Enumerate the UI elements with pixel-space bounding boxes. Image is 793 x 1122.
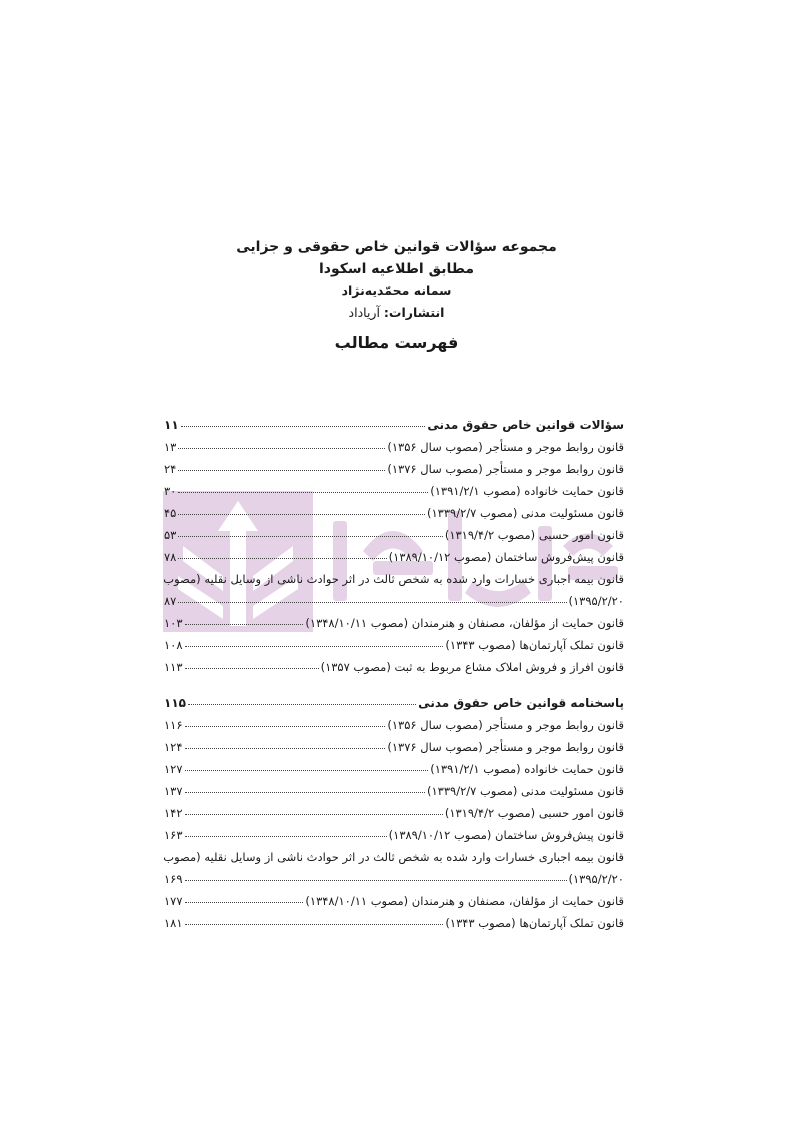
toc-leader xyxy=(185,770,429,771)
toc-label: قانون حمایت از مؤلفان، مصنفان و هنرمندان (مصوب ۱۳۴۸/۱۰/۱۱) xyxy=(305,616,624,630)
toc-title: فهرست مطالب xyxy=(334,333,459,352)
toc-leader xyxy=(188,704,416,705)
toc-page-number: ۱۸۱ xyxy=(164,916,183,930)
toc-page-number: ۱۷۷ xyxy=(164,894,183,908)
toc-label: قانون حمایت خانواده (مصوب ۱۳۹۱/۲/۱) xyxy=(430,484,624,498)
toc-label: قانون مسئولیت مدنی (مصوب ۱۳۳۹/۲/۷) xyxy=(427,506,624,520)
toc-leader xyxy=(181,426,426,427)
toc-heading-row[interactable] xyxy=(164,410,624,432)
toc-leader xyxy=(178,470,385,471)
publisher-label: انتشارات: xyxy=(383,305,445,320)
toc-row[interactable] xyxy=(164,754,624,776)
toc-label: قانون تملک آپارتمان‌ها (مصوب ۱۳۴۳) xyxy=(445,638,624,652)
toc-page-number: ۱۰۸ xyxy=(164,638,183,652)
toc-label: ۱۳۹۵/۲/۲۰) xyxy=(568,872,624,886)
toc-heading-row[interactable] xyxy=(164,688,624,710)
book-title: مجموعه سؤالات قوانین خاص حقوقی و جزایی xyxy=(236,239,557,255)
toc-row[interactable] xyxy=(164,732,624,754)
toc-page-number: ۱۶۳ xyxy=(164,828,183,842)
toc-leader xyxy=(185,924,444,925)
toc-leader xyxy=(185,624,304,625)
toc-row[interactable] xyxy=(164,498,624,520)
toc-leader xyxy=(185,726,386,727)
toc-row[interactable] xyxy=(164,820,624,842)
toc-leader xyxy=(185,814,443,815)
toc-row[interactable] xyxy=(164,776,624,798)
toc-page-number: ۷۸ xyxy=(164,550,177,564)
toc-label: قانون بیمه اجباری خسارات وارد شده به شخص ثالث در اثر حوادث ناشی از وسایل نقلیه (مصوب xyxy=(163,850,624,864)
toc-label: قانون روابط موجر و مستأجر (مصوب سال ۱۳۷۶) xyxy=(387,740,624,754)
publisher-name: آریاداد xyxy=(348,305,380,320)
toc-leader xyxy=(185,792,425,793)
toc-page-number: ۵۳ xyxy=(164,528,177,542)
toc-row[interactable] xyxy=(164,710,624,732)
toc-leader xyxy=(185,902,304,903)
toc-page-number: ۲۴ xyxy=(164,462,177,476)
toc-page-number: ۸۷ xyxy=(164,594,177,608)
toc-section-questions xyxy=(164,410,624,674)
toc-page-number: ۱۱۵ xyxy=(164,696,186,710)
toc-heading-label: سؤالات قوانین خاص حقوق مدنی xyxy=(427,418,624,432)
toc-row[interactable] xyxy=(164,630,624,652)
toc-row[interactable] xyxy=(164,432,624,454)
toc-page-number: ۱۳۷ xyxy=(164,784,183,798)
toc-row[interactable] xyxy=(164,886,624,908)
book-subtitle: مطابق اطلاعیه اسکودا xyxy=(318,261,475,277)
toc-row[interactable] xyxy=(164,476,624,498)
toc-row[interactable] xyxy=(164,454,624,476)
toc-leader xyxy=(185,668,319,669)
toc-row-wrapped-first-line[interactable] xyxy=(164,842,624,864)
toc-label: قانون افراز و فروش املاک مشاع مربوط به ثبت (مصوب ۱۳۵۷) xyxy=(320,660,624,674)
book-header xyxy=(0,236,793,354)
toc-page-number: ۱۱۶ xyxy=(164,718,183,732)
toc-label: قانون مسئولیت مدنی (مصوب ۱۳۳۹/۲/۷) xyxy=(427,784,624,798)
toc-page-number: ۱۴۲ xyxy=(164,806,183,820)
toc-label: ۱۳۹۵/۲/۲۰) xyxy=(568,594,624,608)
toc-label: قانون روابط موجر و مستأجر (مصوب سال ۱۳۵۶) xyxy=(387,718,624,732)
toc-leader xyxy=(185,748,386,749)
toc-row-wrapped-second-line[interactable] xyxy=(164,864,624,886)
toc-page-number: ۱۲۷ xyxy=(164,762,183,776)
toc-row[interactable] xyxy=(164,908,624,930)
toc-leader xyxy=(178,448,385,449)
toc-page-number: ۳۰ xyxy=(164,484,177,498)
toc-page-number: ۱۰۳ xyxy=(164,616,183,630)
toc-row[interactable] xyxy=(164,798,624,820)
toc-label: قانون پیش‌فروش ساختمان (مصوب ۱۳۸۹/۱۰/۱۲) xyxy=(388,550,624,564)
toc-label: قانون امور حسبی (مصوب ۱۳۱۹/۴/۲) xyxy=(444,528,624,542)
toc-label: قانون حمایت از مؤلفان، مصنفان و هنرمندان (مصوب ۱۳۴۸/۱۰/۱۱) xyxy=(305,894,624,908)
toc-leader xyxy=(178,602,566,603)
toc-row-wrapped-first-line[interactable] xyxy=(164,564,624,586)
book-author: سمانه محمّدیه‌نژاد xyxy=(341,283,452,298)
toc-label: قانون حمایت خانواده (مصوب ۱۳۹۱/۲/۱) xyxy=(430,762,624,776)
toc-section-answers xyxy=(164,688,624,930)
toc-page-number: ۱۶۹ xyxy=(164,872,183,886)
toc-label: قانون روابط موجر و مستأجر (مصوب سال ۱۳۷۶) xyxy=(387,462,624,476)
toc-page-number: ۱۱۳ xyxy=(164,660,183,674)
toc-label: قانون بیمه اجباری خسارات وارد شده به شخص ثالث در اثر حوادث ناشی از وسایل نقلیه (مصوب xyxy=(163,572,624,586)
toc-page-number: ۱۲۴ xyxy=(164,740,183,754)
toc-page-number: ۱۳ xyxy=(164,440,177,454)
toc-leader xyxy=(185,836,387,837)
toc-row-wrapped-second-line[interactable] xyxy=(164,586,624,608)
toc-leader xyxy=(178,536,442,537)
book-publisher-line xyxy=(0,302,793,324)
toc-label: قانون امور حسبی (مصوب ۱۳۱۹/۴/۲) xyxy=(444,806,624,820)
toc-row[interactable] xyxy=(164,608,624,630)
toc-page-number: ۱۱ xyxy=(164,418,179,432)
toc-leader xyxy=(185,646,444,647)
toc-leader xyxy=(178,558,386,559)
toc-label: قانون پیش‌فروش ساختمان (مصوب ۱۳۸۹/۱۰/۱۲) xyxy=(388,828,624,842)
toc-leader xyxy=(178,492,428,493)
toc-leader xyxy=(185,880,567,881)
toc-label: قانون روابط موجر و مستأجر (مصوب سال ۱۳۵۶) xyxy=(387,440,624,454)
toc-heading-label: پاسخنامه قوانین خاص حقوق مدنی xyxy=(418,696,624,710)
toc-leader xyxy=(178,514,425,515)
toc-page-number: ۴۵ xyxy=(164,506,177,520)
toc-label: قانون تملک آپارتمان‌ها (مصوب ۱۳۴۳) xyxy=(445,916,624,930)
toc-row[interactable] xyxy=(164,520,624,542)
toc-row[interactable] xyxy=(164,542,624,564)
toc-row[interactable] xyxy=(164,652,624,674)
